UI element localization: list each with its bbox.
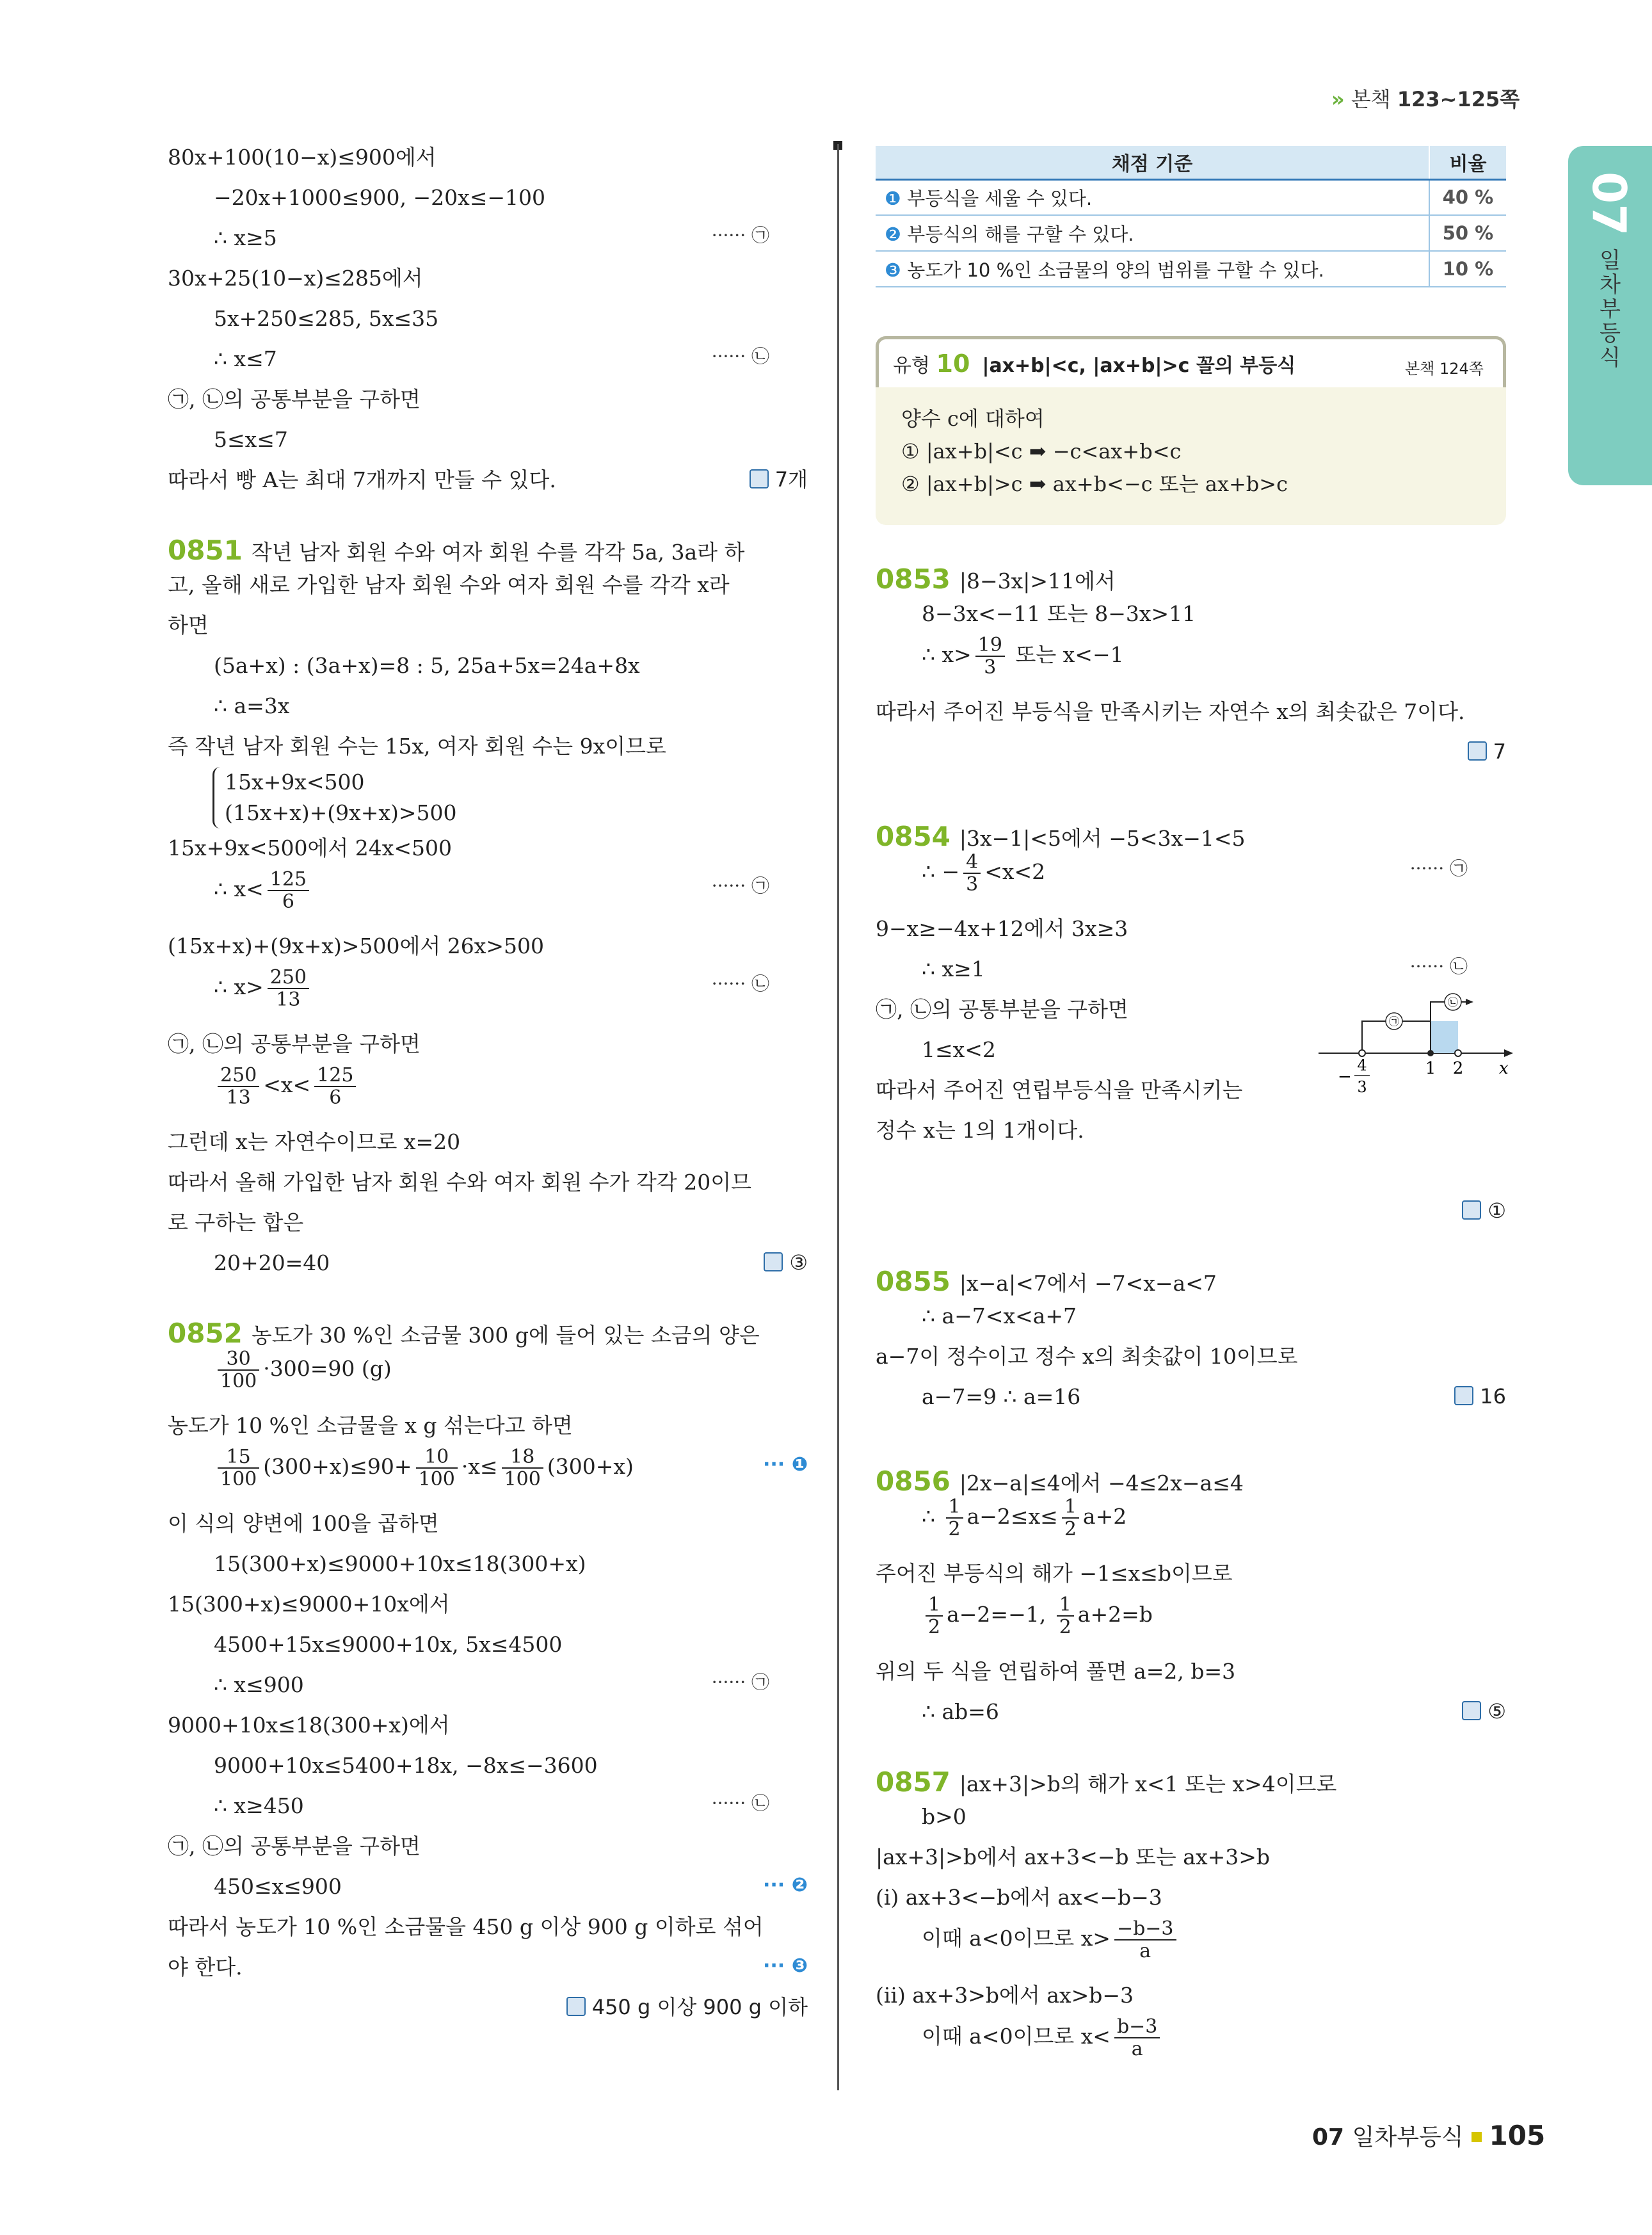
text-line: 15x+9x<500에서 24x<500 — [168, 835, 452, 860]
page-number: 105 — [1489, 2120, 1546, 2151]
grading-table — [876, 146, 1506, 287]
text-line: 9000+10x≤5400+18x, −8x≤−3600 — [214, 1753, 598, 1778]
eq-label: ······ ㉡ — [711, 346, 769, 367]
open-point — [1359, 1050, 1365, 1056]
closed-point — [1427, 1050, 1434, 1056]
text-line: 15(300+x)≤9000+10x에서 — [168, 1592, 450, 1617]
problem-number: 0856 — [876, 1465, 950, 1497]
number-line-diagram — [1312, 986, 1517, 1108]
text-line: ∴ ab=6 ⑤ — [876, 1692, 1506, 1732]
problem-0854: 0854 |3x−1|<5에서 −5<3x−1<5 — [876, 821, 1246, 852]
chapter-title: 일차부등식 — [1595, 248, 1621, 370]
text-line: 1≤x<2 — [922, 1037, 996, 1062]
text-line: ∴ x≤7 ······ ㉡ — [168, 339, 808, 380]
fraction: $\frac{1}{2}$ — [1057, 1594, 1074, 1638]
text-line: a−7=9 ∴ a=16 16 — [876, 1377, 1506, 1417]
text-line: |ax+3|>b에서 ax+3<−b 또는 ax+3>b — [876, 1844, 1270, 1869]
tick-1: 1 — [1425, 1059, 1436, 1078]
answer-mark: ⑤ — [1462, 1692, 1506, 1731]
text-line: a−7이 정수이고 정수 x의 최솟값이 10이므로 — [876, 1344, 1298, 1369]
text-line: $\frac{1}{2}$ a−2=−1, $\frac{1}{2}$ a+2=b — [876, 1594, 1506, 1652]
fraction: $\frac{250}{13}$ — [268, 967, 309, 1010]
step-marker: ··· ❷ — [762, 1874, 808, 1896]
text-line — [876, 1151, 1506, 1191]
text-line: 하면 — [168, 613, 209, 638]
text-line: 이때 a<0이므로 x> $\frac{-b-3}{a}$ — [876, 1918, 1506, 1976]
text-line: (ⅱ) ax+3>b에서 ax>b−3 — [876, 1983, 1134, 2008]
text-line: 5x+250≤285, 5x≤35 — [214, 306, 439, 331]
text-line: ∴ − $\frac{4}{3}$ <x<2 ······ ㉠ — [922, 851, 1468, 896]
problem-0851: 0851 작년 남자 회원 수와 여자 회원 수를 각각 5a, 3a라 하 — [168, 535, 745, 566]
tick-2: 2 — [1452, 1059, 1464, 1078]
type-reference: 본책 124쪽 — [1405, 360, 1484, 378]
text-line: 이 식의 양변에 100을 곱하면 — [168, 1511, 439, 1536]
eq-label: ······ ㉠ — [711, 225, 769, 246]
text-line: ∴ x> $\frac{250}{13}$ ······ ㉡ — [214, 966, 769, 1011]
column-divider — [837, 144, 839, 2090]
text-line: ∴ $\frac{1}{2}$ a−2≤x≤ $\frac{1}{2}$ a+2 — [922, 1496, 1127, 1540]
table-row: ❷ 부등식의 해를 구할 수 있다. 50 % — [876, 215, 1506, 251]
fraction: $\frac{15}{100}$ — [218, 1446, 259, 1490]
text-line: 450≤x≤900 ··· ❷ — [168, 1867, 808, 1907]
table-header: 비율 — [1429, 146, 1506, 179]
answer-mark: 7개 — [750, 460, 808, 499]
fraction: $\frac{125}{6}$ — [314, 1065, 356, 1108]
text-line: $\frac{30}{100}$ ·300=90 (g) — [168, 1348, 808, 1406]
problem-0856: 0856 |2x−a|≤4에서 −4≤2x−a≤4 — [876, 1465, 1244, 1497]
text-line: ∴ x< $\frac{125}{6}$ ······ ㉠ — [214, 868, 769, 913]
answer-mark: 7 — [1468, 732, 1506, 771]
text-line: 따라서 올해 가입한 남자 회원 수와 여자 회원 수가 각각 20이므 — [168, 1170, 751, 1195]
step-marker: ··· ❶ — [762, 1453, 808, 1476]
text-line: 그런데 x는 자연수이므로 x=20 — [168, 1129, 461, 1154]
text-line: 로 구하는 합은 — [168, 1210, 304, 1235]
text-line: 즉 작년 남자 회원 수는 15x, 여자 회원 수는 9x이므로 — [168, 734, 666, 759]
chapter-number: 07 — [1582, 172, 1636, 236]
text-line: ∴ x≤900 ······ ㉠ — [168, 1665, 808, 1706]
common-region — [1431, 1021, 1458, 1053]
eq-label: ······ ㉡ — [711, 1793, 769, 1814]
label-a: ㉠ — [1388, 1015, 1400, 1028]
text-line: 4500+15x≤9000+10x, 5x≤4500 — [214, 1632, 563, 1657]
fraction: $\frac{250}{13}$ — [218, 1065, 259, 1108]
text-line: 주어진 부등식의 해가 −1≤x≤b이므로 — [876, 1561, 1233, 1586]
table-header: 채점 기준 — [876, 146, 1429, 179]
system-brace: 15x+9x<500 (15x+x)+(9x+x)>500 — [213, 767, 808, 828]
problem-number: 0855 — [876, 1266, 950, 1297]
text-line: 5≤x≤7 — [214, 427, 288, 452]
answer-mark: 450 g 이상 900 g 이하 — [566, 1988, 808, 2027]
text-line: 농도가 10 %인 소금물을 x g 섞는다고 하면 — [168, 1413, 573, 1438]
fraction: $\frac{10}{100}$ — [416, 1446, 458, 1490]
text-line: ∴ x> $\frac{19}{3}$ 또는 x<−1 — [922, 634, 1124, 679]
text-line: ∴ x≥450 ······ ㉡ — [168, 1786, 808, 1827]
right-column — [876, 554, 1506, 2074]
eq-label: ······ ㉠ — [1409, 858, 1468, 879]
text-line: ㉠, ㉡의 공통부분을 구하면 — [168, 387, 421, 412]
range-b-arrow — [1466, 999, 1473, 1005]
text-line — [168, 1988, 808, 2028]
page-reference-header: » 본책 123~125쪽 — [1331, 87, 1520, 111]
text-line: 야 한다. ··· ❸ — [168, 1948, 808, 1988]
problem-number: 0852 — [168, 1318, 243, 1349]
text-line: ㉠, ㉡의 공통부분을 구하면 — [168, 1834, 421, 1859]
problem-number: 0857 — [876, 1766, 950, 1798]
problem-number: 0853 — [876, 563, 950, 595]
table-row: ❶ 부등식을 세울 수 있다. 40 % — [876, 179, 1506, 215]
answer-mark: 16 — [1454, 1377, 1506, 1416]
eq-label: ······ ㉡ — [711, 973, 769, 994]
text-line: ∴ a−7<x<a+7 — [922, 1303, 1077, 1328]
text-line: 따라서 주어진 연립부등식을 만족시키는 — [876, 1077, 1243, 1102]
type-header: 유형 10 |ax+b|<c, |ax+b|>c 꼴의 부등식 본책 124쪽 — [876, 336, 1506, 387]
answer-mark: ③ — [764, 1243, 808, 1282]
text-line: ∴ x≥5 ······ ㉠ — [168, 218, 808, 259]
fraction: $\frac{125}{6}$ — [268, 869, 309, 912]
fraction: $\frac{19}{3}$ — [975, 634, 1005, 678]
problem-number: 0854 — [876, 821, 950, 852]
page-footer: 07 일차부등식 105 — [1312, 2120, 1546, 2151]
problem-0855: 0855 |x−a|<7에서 −7<x−a<7 — [876, 1266, 1217, 1297]
text-line — [876, 732, 1506, 773]
fraction: $\frac{b-3}{a}$ — [1114, 2016, 1160, 2060]
fraction: $\frac{30}{100}$ — [218, 1348, 259, 1392]
text-line: (5a+x) : (3a+x)=8 : 5, 25a+5x=24a+8x — [214, 653, 640, 678]
axis-label: x — [1499, 1059, 1509, 1078]
text-line: −20x+1000≤900, −20x≤−100 — [214, 185, 546, 210]
text-line: ㉠, ㉡의 공통부분을 구하면 — [876, 997, 1128, 1022]
text-line: 9000+10x≤18(300+x)에서 — [168, 1713, 450, 1738]
tick-num: 4 — [1357, 1056, 1367, 1074]
text-line: 따라서 농도가 10 %인 소금물을 450 g 이상 900 g 이하로 섞어 — [168, 1914, 764, 1939]
type-content: 양수 c에 대하여 ① |ax+b|<c ➡ −c<ax+b<c ② |ax+b|>c ➡ ax+b<−c 또는 ax+b>c — [876, 387, 1506, 525]
fraction: $\frac{4}{3}$ — [963, 851, 981, 895]
step-marker: ··· ❸ — [762, 1955, 808, 1977]
problem-0857: 0857 |ax+3|>b의 해가 x<1 또는 x>4이므로 — [876, 1766, 1337, 1798]
text-line: 20+20=40 ③ — [168, 1243, 808, 1284]
problem-0853: 0853 |8−3x|>11에서 — [876, 563, 1116, 595]
text-line: 고, 올해 새로 가입한 남자 회원 수와 여자 회원 수를 각각 x라 — [168, 572, 730, 597]
text-line: (15x+x)+(9x+x)>500에서 26x>500 — [168, 933, 545, 958]
eq-label: ······ ㉠ — [711, 1672, 769, 1693]
problem-number: 0851 — [168, 535, 243, 566]
text-line: 9−x≥−4x+12에서 3x≥3 — [876, 916, 1128, 941]
text-line: 따라서 빵 A는 최대 7개까지 만들 수 있다. 7개 — [168, 460, 808, 501]
text-line: 80x+100(10−x)≤900에서 — [168, 145, 437, 170]
eq-label: ······ ㉠ — [711, 875, 769, 896]
type-summary-box — [876, 336, 1506, 525]
problem-0852: 0852 농도가 30 %인 소금물 300 g에 들어 있는 소금의 양은 — [168, 1318, 760, 1349]
text-line: $\frac{15}{100}$ (300+x)≤90+ $\frac{10}{100}$ ·x≤ $\frac{18}{100}$ (300+x) ··· ❶ — [168, 1446, 808, 1504]
eq-label: ······ ㉡ — [1409, 956, 1468, 977]
text-line: ∴ x≥1 ······ ㉡ — [876, 949, 1506, 990]
fraction: $\frac{18}{100}$ — [502, 1446, 543, 1490]
axis-arrow — [1504, 1049, 1513, 1057]
text-line: 정수 x는 1의 1개이다. — [876, 1118, 1084, 1143]
text-line: ㉠, ㉡의 공통부분을 구하면 — [168, 1031, 421, 1056]
text-line: (ⅰ) ax+3<−b에서 ax<−b−3 — [876, 1885, 1162, 1910]
text-line: ∴ a=3x — [214, 693, 290, 718]
tick-minus: − — [1338, 1067, 1352, 1086]
label-b: ㉡ — [1447, 996, 1459, 1008]
text-line: 15(300+x)≤9000+10x≤18(300+x) — [214, 1551, 586, 1576]
text-line: b>0 — [922, 1804, 966, 1829]
fraction: $\frac{-b-3}{a}$ — [1114, 1918, 1176, 1962]
text-line: 8−3x<−11 또는 8−3x>11 — [922, 601, 1196, 626]
chapter-side-tab[interactable] — [1568, 146, 1652, 485]
fraction: $\frac{1}{2}$ — [946, 1496, 963, 1540]
tick-den: 3 — [1357, 1078, 1367, 1096]
left-column — [168, 138, 808, 2028]
open-point — [1455, 1050, 1461, 1056]
table-row: ❸ 농도가 10 %인 소금물의 양의 범위를 구할 수 있다. 10 % — [876, 251, 1506, 287]
text-line: 위의 두 식을 연립하여 풀면 a=2, b=3 — [876, 1659, 1236, 1684]
fraction: $\frac{1}{2}$ — [1062, 1496, 1079, 1540]
text-line — [876, 1191, 1506, 1232]
text-line: 따라서 주어진 부등식을 만족시키는 자연수 x의 최솟값은 7이다. — [876, 699, 1465, 724]
text-line: $\frac{250}{13}$ <x< $\frac{125}{6}$ — [168, 1065, 808, 1122]
text-line: 30x+25(10−x)≤285에서 — [168, 266, 423, 291]
text-line: 이때 a<0이므로 x< $\frac{b-3}{a}$ — [876, 2016, 1506, 2074]
fraction: $\frac{1}{2}$ — [926, 1594, 943, 1638]
answer-mark: ① — [1462, 1191, 1506, 1230]
